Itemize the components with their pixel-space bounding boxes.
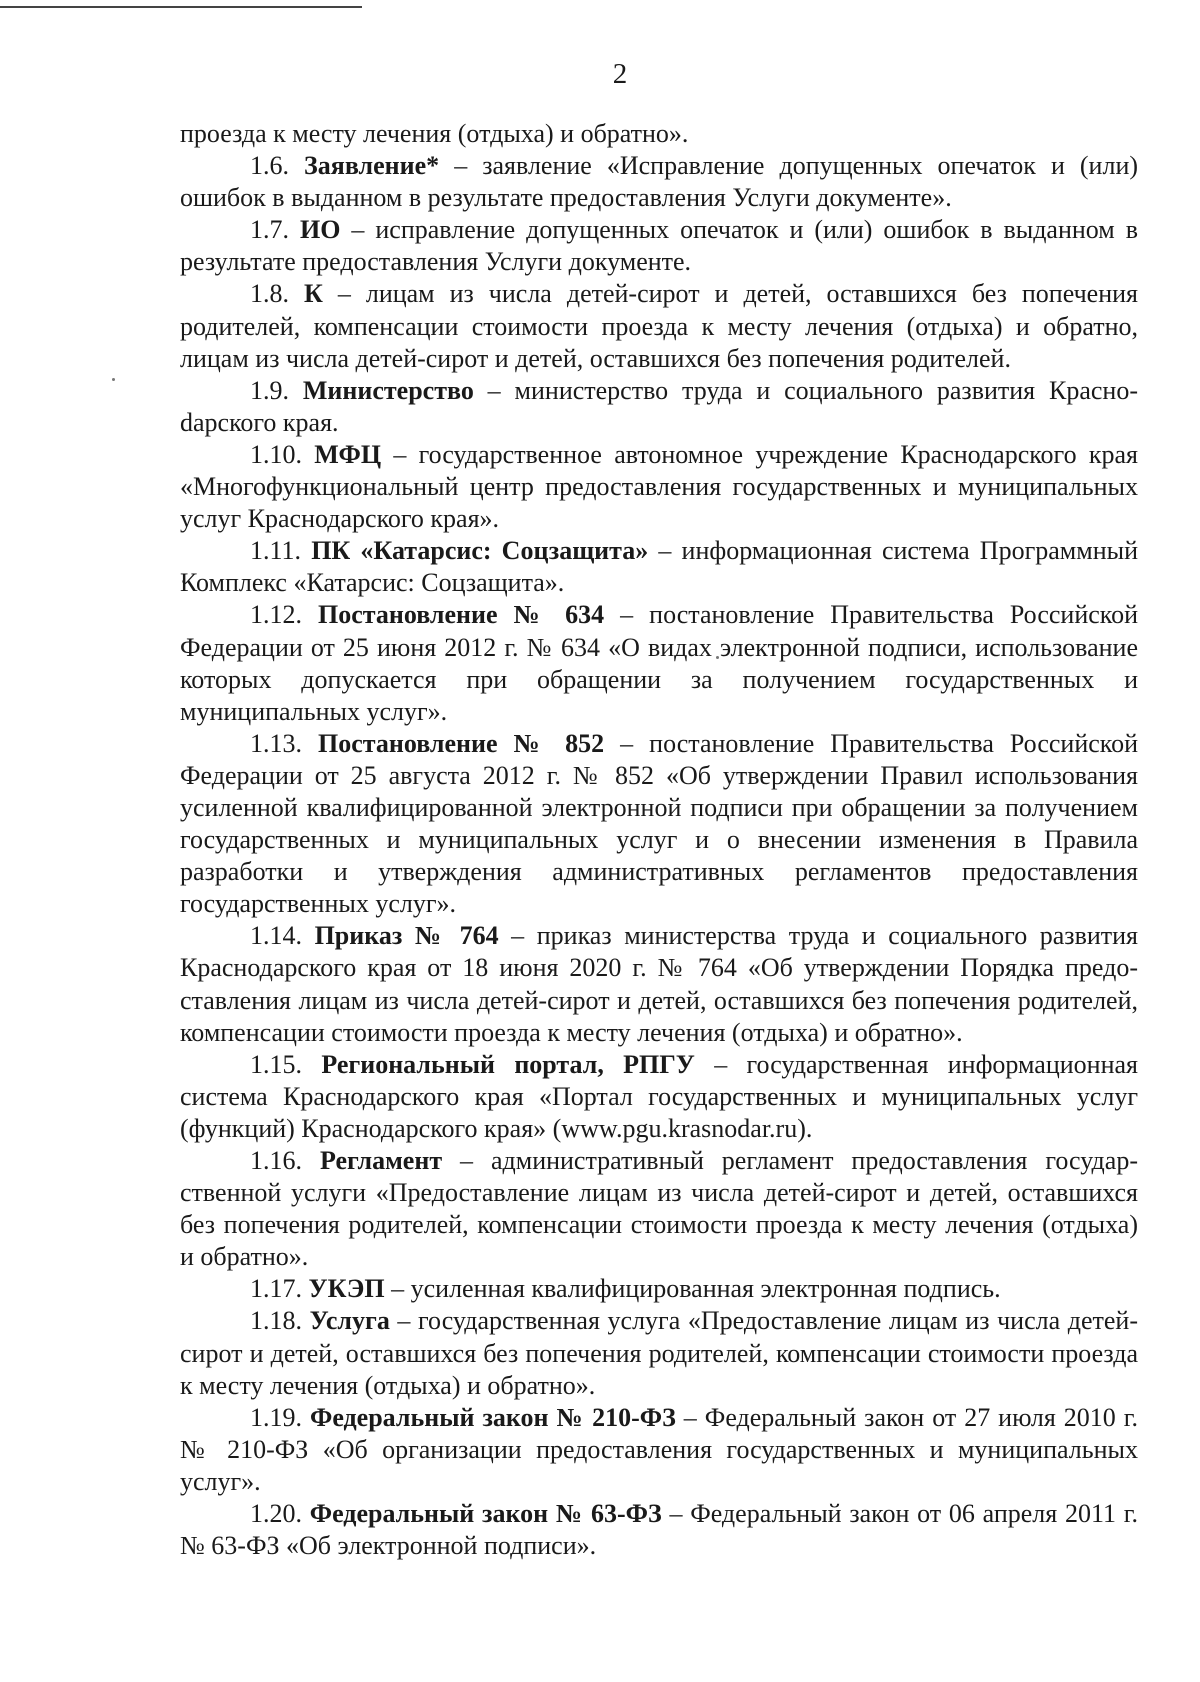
item-number: 1.14. [250, 921, 302, 951]
defined-term: Приказ № 764 [314, 921, 499, 951]
definition-text: – информационная система Программный Комплекс «Катарсис: Соцзащита». [180, 536, 1138, 598]
definition-text: – исправление допущенных опечаток и (или) ошибок в выданном в результате предоставления Услуги документе. [180, 215, 1139, 277]
item-number: 1.9. [250, 375, 289, 405]
page-number: 2 [612, 58, 628, 90]
item-number: 1.13. [250, 728, 302, 758]
definition-text: – Федеральный закон от 06 апреля 2011 г. № 63-ФЗ «Об электронной подписи». [180, 1499, 1139, 1561]
item-number: 1.15. [250, 1049, 302, 1079]
definition-1-17 [180, 1273, 1138, 1305]
definition-1-20 [180, 1498, 1138, 1562]
definition-1-15 [180, 1049, 1138, 1145]
defined-term: Постановление № 634 [318, 600, 605, 630]
defined-term: Федеральный закон № 210-ФЗ [309, 1402, 676, 1432]
defined-term: Регламент [319, 1146, 443, 1175]
defined-term: Министерство [302, 375, 474, 405]
scan-edge-line [0, 6, 362, 8]
item-number: 1.18. [250, 1306, 302, 1336]
defined-term: МФЦ [314, 439, 382, 469]
definition-1-9 [180, 375, 1138, 439]
item-number: 1.7. [250, 215, 289, 245]
defined-term: Федеральный закон № 63-ФЗ [309, 1499, 662, 1529]
item-number: 1.19. [250, 1402, 302, 1432]
defined-term: ПК «Катарсис: Соцзащита» [311, 536, 649, 566]
definition-text: – Федеральный закон от 27 июля 2010 г. № 210-ФЗ «Об организации предоставления государственных и муниципальных услуг». [180, 1402, 1138, 1496]
definition-text: – приказ министерства труда и социального развития Краснодарского края от 18 июня 2020 г. № 764 «Об утверждении Порядка предоставления лицам из числа детей-сирот и детей, оставшихся без попечения родителей, компенсации стоимости проезда к месту лечения (отдыха) и обратно». [180, 921, 1138, 1047]
definition-1-14 [180, 920, 1138, 1048]
defined-term: Региональный портал, РПГУ [321, 1049, 695, 1079]
item-number: 1.11. [250, 536, 302, 566]
definition-1-18 [180, 1305, 1138, 1401]
item-number: 1.16. [250, 1146, 302, 1175]
definition-1-10 [180, 439, 1138, 535]
definition-text: – государственная услуга «Предоставление лицам из числа детей-сирот и детей, оставшихся без попечения родителей, компенсации стоимости проезда к месту лечения (отдыха) и обратно». [180, 1306, 1138, 1400]
definition-1-8 [180, 278, 1138, 374]
definition-1-6 [180, 150, 1138, 214]
definition-1-13 [180, 728, 1138, 921]
paragraph-text: проезда к месту лечения (отдыха) и обратно». [180, 119, 689, 148]
defined-term: Услуга [309, 1306, 390, 1336]
item-number: 1.12. [250, 600, 302, 630]
definition-text: – лицам из числа детей-сирот и детей, оставшихся без попечения родителей, компенсации стоимости проезда к месту лечения (отдыха) и обратно, лицам из числа детей-сирот и детей, оставшихся без попечения родителей. [180, 279, 1139, 373]
defined-term: Постановление № 852 [318, 728, 605, 758]
scan-speck [112, 378, 115, 381]
defined-term: Заявление* [304, 151, 440, 181]
definition-text: – государственное автономное учреждение Краснодарского края «Многофункциональный центр предоставления государственных и муниципальных услуг Краснодарского края». [180, 439, 1138, 534]
definition-text: – заявление «Исправление допущенных опечаток и (или) ошибок в выданном в результате предоставления Услуги документе». [180, 151, 1139, 213]
definition-1-7 [180, 214, 1138, 278]
definition-text: – министерство труда и социального развития Красноdарского края. [180, 375, 1138, 437]
definition-text: – административный регламент предоставления государственной услуги «Предоставление лицам из числа детей-сирот и детей, оставшихся без попечения родителей, компенсации стоимости проезда к месту лечения (отдыха) и обратно». [180, 1146, 1138, 1272]
definition-1-12 [180, 599, 1138, 727]
item-number: 1.8. [250, 279, 289, 309]
paragraph-continuation [180, 118, 1138, 150]
definition-text: – постановление Правительства Российской Федерации от 25 августа 2012 г. № 852 «Об утверждении Правил использования усиленной квалифицированной электронной подписи при обращении за получением государственных и муниципальных услуг и о внесении изменения в Правила разработки и утверждения административных регламентов предоставления государственных услуг». [180, 728, 1138, 919]
item-number: 1.10. [250, 439, 302, 469]
definition-1-19 [180, 1402, 1138, 1498]
defined-term: ИО [299, 215, 341, 245]
item-number: 1.20. [250, 1499, 302, 1529]
definition-text: – государственная информационная система Краснодарского края «Портал государственных и муниципальных услуг (функций) Краснодарского края» (www.pgu.krasnodar.ru). [180, 1049, 1139, 1143]
defined-term: УКЭП [308, 1274, 385, 1304]
definition-1-11 [180, 535, 1138, 599]
definition-text: – постановление Правительства Российской Федерации от 25 июня 2012 г. № 634 «О видах электронной подписи, использование которых допускается при обращении за получением государственных и муниципальных услуг». [180, 600, 1138, 726]
document-body [180, 118, 1138, 1562]
defined-term: К [304, 279, 323, 309]
definition-text: – усиленная квалифицированная электронная подпись. [384, 1274, 1001, 1304]
definition-1-16 [180, 1145, 1138, 1273]
item-number: 1.6. [250, 151, 289, 181]
item-number: 1.17. [250, 1274, 302, 1304]
